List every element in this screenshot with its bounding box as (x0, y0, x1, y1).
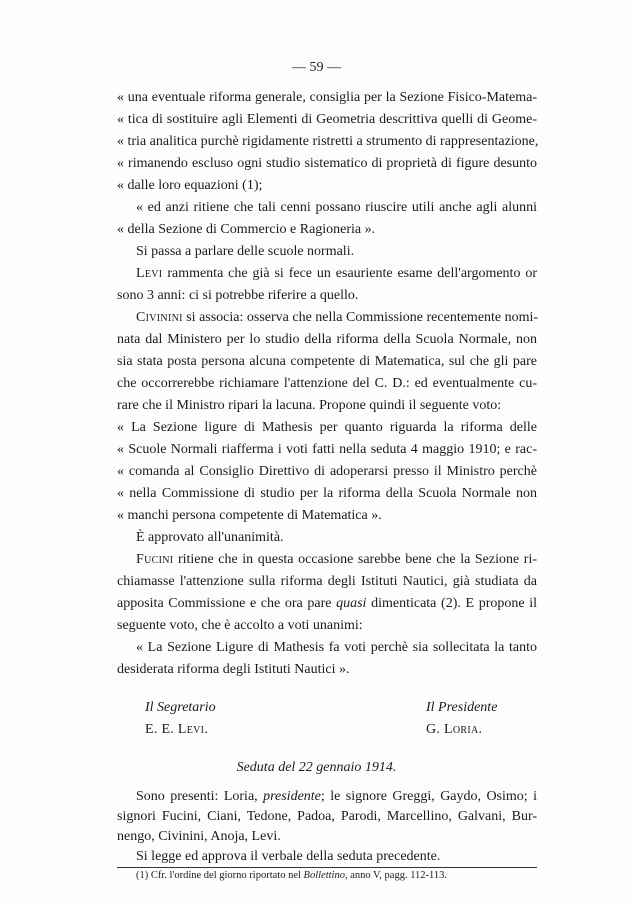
text-line: « ed anzi ritiene che tali cenni possano riuscire utili anche agli alunni (136, 200, 537, 215)
text-span: rammenta che già si fece un esauriente esame dell'argomento or (162, 266, 537, 281)
text-span: (1) Cfr. l'ordine del giorno riportato nel (136, 870, 304, 881)
speaker-name: Civinini (136, 310, 183, 325)
text-span: quasi (336, 596, 367, 611)
text-span: Sono presenti: Loria, (136, 789, 264, 804)
secretary-name: E. E. Levi. (145, 722, 209, 737)
text-line: Si passa a parlare delle scuole normali. (136, 244, 355, 259)
text-line: « tria analitica purchè rigidamente ristretti a strumento di rappresentazione, (117, 134, 539, 149)
text-line: « La Sezione ligure di Mathesis per quanto riguarda la riforma delle (117, 420, 537, 435)
text-line: seguente voto, che è accolto a voti unanimi: (117, 618, 363, 633)
text-line: « manchi persona competente di Matematica ». (117, 508, 382, 523)
secretary-title: Il Segretario (145, 700, 216, 715)
text-line: nengo, Civinini, Anoja, Levi. (117, 829, 281, 844)
text-span: Bollettino (303, 870, 345, 881)
text-line: « dalle loro equazioni (1); (117, 178, 263, 193)
text-line: « tica di sostituire agli Elementi di Geometria descrittiva quelli di Geome- (117, 112, 537, 127)
text-span (117, 884, 152, 888)
speaker-name: Levi (136, 266, 163, 281)
president-title: Il Presidente (426, 700, 498, 715)
text-line: nata dal Ministero per lo studio della riforma della Scuola Normale, non (117, 332, 537, 347)
page-number: — 59 — (292, 60, 341, 75)
text-line: che occorrerebbe richiamare l'attenzione del C. D.: ed eventualmente cu- (117, 376, 537, 391)
text-line: sia stata posta persona alcuna competente di Matematica, sul che gli pare (117, 354, 537, 369)
text-line: « della Sezione di Commercio e Ragioneria ». (117, 222, 376, 237)
text-span: ritiene che in questa occasione sarebbe bene che la Sezione ri- (173, 552, 537, 567)
text-span: apposita Commissione e che ora pare (117, 596, 337, 611)
text-line: « una eventuale riforma generale, consiglia per la Sezione Fisico-Matema- (117, 90, 537, 105)
speaker-name: Fucini (136, 552, 174, 567)
session-heading: Seduta del 22 gennaio 1914. (236, 760, 397, 775)
text-line: È approvato all'unanimità. (136, 530, 284, 545)
text-line: chiamasse l'attenzione sulla riforma degli Istituti Nautici, già studiata da (117, 574, 537, 589)
text-line (136, 788, 537, 806)
text-span: , anno V, pagg. 112-113. (344, 870, 448, 881)
text-line (136, 309, 537, 327)
footnote-rule (117, 867, 537, 868)
text-line (117, 595, 537, 613)
text-line: signori Fucini, Ciani, Tedone, Padoa, Parodi, Marcellino, Galvani, Bur- (117, 809, 537, 824)
text-span: ; le signore Greggi, Gaydo, Osimo; i (320, 789, 537, 804)
text-span: presidente (263, 789, 321, 804)
text-line: sono 3 anni: ci si potrebbe riferire a quello. (117, 288, 359, 303)
text-line: « rimanendo escluso ogni studio sistematico di proprietà di figure desunto (117, 156, 537, 171)
text-line: desiderata riforma degli Istituti Nautici ». (117, 662, 350, 677)
text-line: rare che il Ministro ripari la lacuna. Propone quindi il seguente voto: (117, 398, 502, 413)
text-line (136, 265, 537, 283)
text-span: dimenticata (2). E propone il (366, 596, 537, 611)
text-line: « comanda al Consiglio Direttivo di adoperarsi presso il Ministro perchè (117, 464, 537, 479)
text-span: si associa: osserva che nella Commissione recentemente nomi- (182, 310, 539, 325)
president-name: G. Loria. (426, 722, 483, 737)
text-line (136, 551, 537, 569)
text-line: Si legge ed approva il verbale della seduta precedente. (136, 849, 441, 864)
text-line: « nella Commissione di studio per la riforma della Scuola Normale non (117, 486, 537, 501)
text-span (152, 884, 184, 888)
text-line: « Scuole Normali riafferma i voti fatti nella seduta 4 maggio 1910; e rac- (117, 442, 537, 457)
text-line: « La Sezione Ligure di Mathesis fa voti perchè sia sollecitata la tanto (136, 640, 537, 655)
